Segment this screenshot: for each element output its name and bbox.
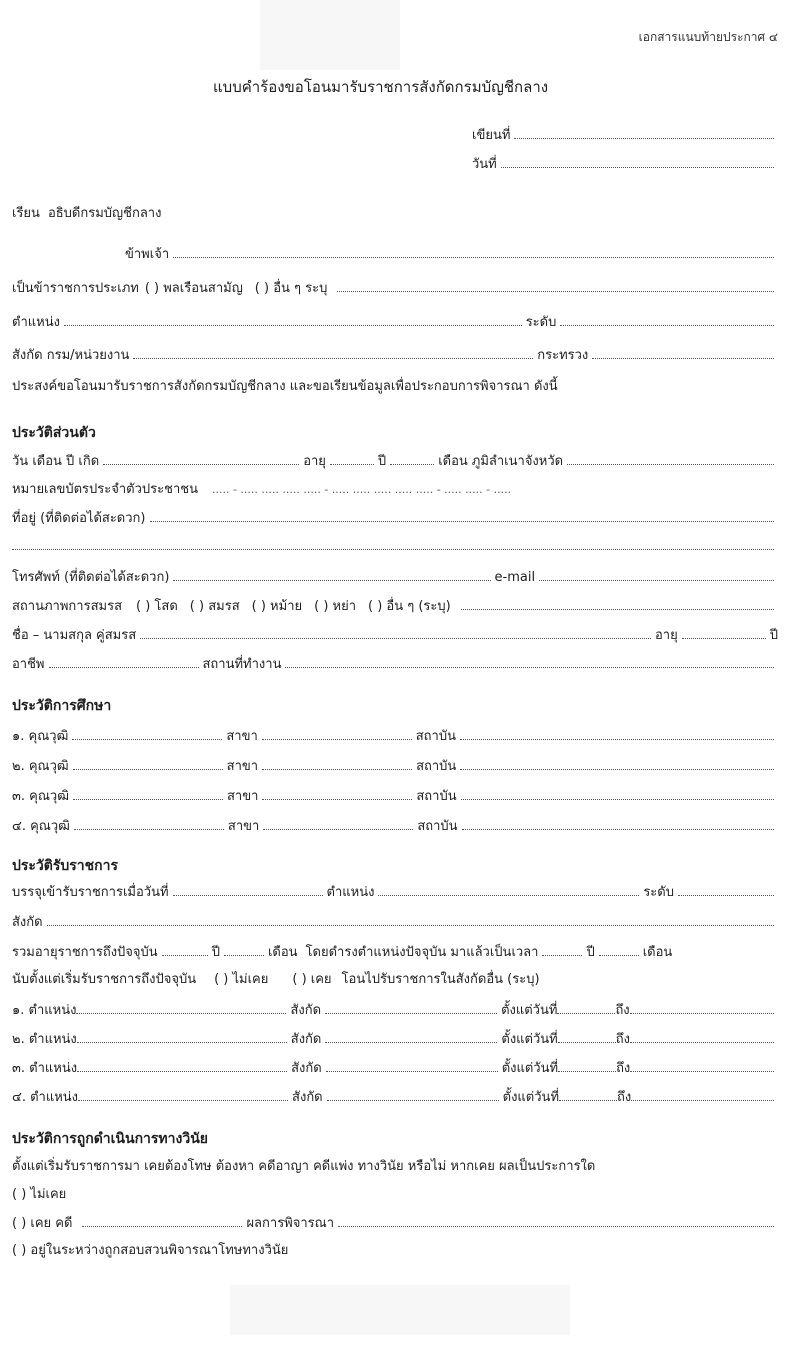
history-affiliation-field[interactable]	[326, 1059, 498, 1072]
age-month-field[interactable]	[390, 452, 434, 465]
discipline-question: ตั้งแต่เริ่มรับราชการมา เคยต้องโทษ ต้องหา คดีอาญา คดีแพ่ง ทางวินัย หรือไม่ หากเคย ผลเป็นประการใด	[12, 1159, 596, 1174]
spouse-age-field[interactable]	[682, 626, 766, 639]
transfer-history-row	[12, 1001, 778, 1020]
history-affiliation-field[interactable]	[325, 1030, 497, 1043]
total-month-field[interactable]	[224, 943, 264, 956]
watermark	[230, 1285, 570, 1335]
history-position-field[interactable]	[77, 1030, 287, 1043]
history-from-field[interactable]	[559, 1088, 617, 1101]
name-row	[125, 245, 778, 264]
marital-label: สถานภาพการสมรส	[12, 599, 123, 614]
to-value: อธิบดีกรมบัญชีกลาง	[47, 206, 162, 221]
history-to-label: ถึง	[615, 1003, 630, 1018]
date-label: วันที่	[472, 157, 497, 172]
history-from-label: ตั้งแต่วันที่	[501, 1061, 559, 1076]
spouse-year-label: ปี	[769, 628, 778, 643]
workplace-label: สถานที่ทำงาน	[202, 657, 282, 672]
total-service-row	[12, 943, 778, 962]
transfer-desc: โอนไปรับราชการในสังกัดอื่น (ระบุ)	[341, 972, 540, 987]
dob-label: วัน เดือน ปี เกิด	[12, 454, 100, 469]
history-affiliation-label: สังกัด	[292, 1090, 323, 1105]
age-year-field[interactable]	[330, 452, 374, 465]
written-at-field[interactable]	[514, 126, 774, 139]
current-month-field[interactable]	[599, 943, 639, 956]
page-title: แบบคำร้องขอโอนมารับราชการสังกัดกรมบัญชีกลาง	[213, 78, 549, 96]
affiliation-label: สังกัด	[12, 915, 43, 930]
institute-field[interactable]	[460, 727, 774, 740]
major-label: สาขา	[226, 759, 259, 774]
address-field[interactable]	[150, 509, 775, 522]
discipline-heading: ประวัติการถูกดำเนินการทางวินัย	[12, 1131, 208, 1147]
current-label: โดยดำรงตำแหน่งปัจจุบัน มาแล้วเป็นเวลา	[305, 945, 539, 960]
history-affiliation-field[interactable]	[325, 1001, 497, 1014]
date-field[interactable]	[501, 155, 774, 168]
civil-type-row	[12, 279, 778, 298]
history-position-field[interactable]	[78, 1088, 288, 1101]
level-label: ระดับ	[525, 315, 557, 330]
result-label: ผลการพิจารณา	[246, 1216, 335, 1231]
major-field[interactable]	[262, 757, 412, 770]
institute-field[interactable]	[462, 817, 774, 830]
position-field[interactable]	[64, 313, 522, 326]
date-row	[472, 155, 778, 174]
department-label: สังกัด กรม/หน่วยงาน	[12, 348, 130, 363]
history-to-field[interactable]	[630, 1030, 774, 1043]
discipline-pending-row	[12, 1242, 778, 1260]
month-label: เดือน	[438, 454, 468, 469]
history-from-field[interactable]	[558, 1030, 616, 1043]
history-to-label: ถึง	[615, 1032, 630, 1047]
id-field[interactable]: ..... - ..... ..... ..... ..... - ..... ..... ..... ..... ..... - ..... ..... - .....	[211, 483, 512, 496]
ministry-field[interactable]	[592, 346, 774, 359]
degree-label: ๒. คุณวุฒิ	[12, 759, 69, 774]
transfer-history-row	[12, 1030, 778, 1049]
written-at-row	[472, 126, 778, 145]
current-year-label: ปี	[586, 945, 595, 960]
service-level-label: ระดับ	[643, 885, 674, 900]
history-to-label: ถึง	[616, 1061, 631, 1076]
total-year-label: ปี	[211, 945, 220, 960]
discipline-never-row	[12, 1186, 778, 1204]
name-field[interactable]	[173, 245, 774, 258]
marital-option-other[interactable]: ( ) อื่น ๆ (ระบุ)	[368, 599, 451, 614]
service-heading: ประวัติรับราชการ	[12, 858, 119, 874]
type-label: เป็นข้าราชการประเภท	[12, 281, 139, 296]
address-label: ที่อยู่ (ที่ติดต่อได้สะดวก)	[12, 511, 146, 526]
marital-option-divorced[interactable]: ( ) หย่า	[314, 599, 357, 614]
ministry-label: กระทรวง	[537, 348, 589, 363]
service-position-label: ตำแหน่ง	[326, 885, 375, 900]
history-position-field[interactable]	[77, 1059, 287, 1072]
education-row	[12, 757, 778, 776]
history-position-label: ๓. ตำแหน่ง	[12, 1061, 78, 1076]
occupation-field[interactable]	[49, 655, 199, 668]
hometown-field[interactable]	[567, 452, 774, 465]
institute-label: สถาบัน	[416, 789, 457, 804]
phone-row	[12, 568, 778, 587]
age-label: อายุ	[303, 454, 326, 469]
major-label: สาขา	[226, 789, 259, 804]
position-label: ตำแหน่ง	[12, 315, 60, 330]
major-field[interactable]	[263, 817, 413, 830]
discipline-question-row	[12, 1158, 778, 1176]
document-reference: เอกสารแนบท้ายประกาศ ๔	[638, 30, 778, 44]
institute-field[interactable]	[460, 757, 774, 770]
phone-field[interactable]	[173, 568, 490, 581]
discipline-ever-option[interactable]: ( ) เคย คดี	[12, 1216, 73, 1231]
appointed-row	[12, 883, 778, 902]
department-field[interactable]	[133, 346, 533, 359]
history-from-field[interactable]	[557, 1001, 615, 1014]
transfer-never-option[interactable]: ( ) ไม่เคย	[214, 972, 269, 987]
workplace-field[interactable]	[285, 655, 774, 668]
marital-option-widowed[interactable]: ( ) หม้าย	[251, 599, 303, 614]
transfer-row	[12, 971, 778, 989]
address-row	[12, 509, 778, 528]
watermark	[260, 0, 400, 70]
total-label: รวมอายุราชการถึงปัจจุบัน	[12, 945, 158, 960]
marital-row	[12, 597, 778, 616]
id-row	[12, 481, 778, 499]
transfer-label: นับตั้งแต่เริ่มรับราชการถึงปัจจุบัน	[12, 972, 197, 987]
history-position-label: ๑. ตำแหน่ง	[12, 1003, 77, 1018]
transfer-ever-option[interactable]: ( ) เคย	[292, 972, 332, 987]
id-label: หมายเลขบัตรประจำตัวประชาชน	[12, 482, 198, 497]
current-month-label: เดือน	[642, 945, 673, 960]
total-month-label: เดือน	[267, 945, 298, 960]
case-field[interactable]	[82, 1214, 242, 1227]
major-label: สาขา	[227, 819, 260, 834]
institute-label: สถาบัน	[415, 729, 456, 744]
total-year-field[interactable]	[162, 943, 208, 956]
history-from-label: ตั้งแต่วันที่	[501, 1032, 558, 1047]
email-field[interactable]	[539, 568, 774, 581]
salutation-row	[12, 205, 778, 223]
affiliation-field[interactable]	[47, 913, 774, 926]
education-row	[12, 817, 778, 836]
appointed-date-field[interactable]	[173, 883, 323, 896]
education-row	[12, 787, 778, 806]
occupation-label: อาชีพ	[12, 657, 45, 672]
major-field[interactable]	[262, 727, 412, 740]
i-label: ข้าพเจ้า	[125, 247, 170, 262]
spouse-name-field[interactable]	[140, 626, 651, 639]
service-position-field[interactable]	[378, 883, 639, 896]
marital-other-field[interactable]	[461, 597, 774, 610]
transfer-history-row	[12, 1088, 778, 1107]
history-affiliation-label: สังกัด	[291, 1061, 322, 1076]
history-affiliation-field[interactable]	[327, 1088, 499, 1101]
spouse-age-label: อายุ	[655, 628, 678, 643]
history-position-label: ๒. ตำแหน่ง	[12, 1032, 77, 1047]
dob-field[interactable]	[103, 452, 299, 465]
spouse-label: ชื่อ – นามสกุล คู่สมรส	[12, 628, 137, 643]
history-to-label: ถึง	[617, 1090, 632, 1105]
history-affiliation-label: สังกัด	[290, 1032, 322, 1047]
degree-label: ๔. คุณวุฒิ	[12, 819, 70, 834]
marital-option-married[interactable]: ( ) สมรส	[189, 599, 240, 614]
year-label: ปี	[377, 454, 387, 469]
degree-field[interactable]	[74, 817, 224, 830]
hometown-label: ภูมิลำเนาจังหวัด	[471, 454, 564, 469]
address-field-2[interactable]	[12, 537, 774, 550]
history-from-field[interactable]	[558, 1059, 616, 1072]
dob-row	[12, 452, 778, 471]
transfer-history-row	[12, 1059, 778, 1078]
history-from-label: ตั้งแต่วันที่	[501, 1003, 558, 1018]
history-to-field[interactable]	[630, 1001, 774, 1014]
education-heading: ประวัติการศึกษา	[12, 698, 112, 714]
to-label: เรียน	[12, 206, 40, 221]
spouse-row	[12, 626, 778, 645]
discipline-pending-option[interactable]: ( ) อยู่ในระหว่างถูกสอบสวนพิจารณาโทษทางวินัย	[12, 1243, 289, 1258]
result-field[interactable]	[338, 1214, 774, 1227]
institute-label: สถาบัน	[417, 819, 458, 834]
department-row	[12, 346, 778, 365]
history-to-field[interactable]	[631, 1088, 774, 1101]
personal-heading: ประวัติส่วนตัว	[12, 425, 96, 441]
service-level-field[interactable]	[678, 883, 774, 896]
purpose-row	[12, 378, 778, 396]
institute-field[interactable]	[461, 787, 774, 800]
history-position-field[interactable]	[76, 1001, 286, 1014]
current-year-field[interactable]	[542, 943, 582, 956]
history-position-label: ๔. ตำแหน่ง	[12, 1090, 79, 1105]
major-label: สาขา	[226, 729, 258, 744]
history-to-field[interactable]	[630, 1059, 774, 1072]
degree-label: ๑. คุณวุฒิ	[12, 729, 69, 744]
phone-label: โทรศัพท์ (ที่ติดต่อได้สะดวก)	[12, 570, 170, 585]
history-from-label: ตั้งแต่วันที่	[502, 1090, 560, 1105]
discipline-never-option[interactable]: ( ) ไม่เคย	[12, 1187, 67, 1202]
institute-label: สถาบัน	[416, 759, 457, 774]
appointed-label: บรรจุเข้ารับราชการเมื่อวันที่	[12, 885, 169, 900]
degree-field[interactable]	[72, 727, 222, 740]
written-at-label: เขียนที่	[472, 128, 511, 143]
position-row	[12, 313, 778, 332]
marital-option-single[interactable]: ( ) โสด	[136, 599, 178, 614]
degree-label: ๓. คุณวุฒิ	[12, 789, 69, 804]
discipline-ever-row	[12, 1214, 778, 1233]
purpose-text: ประสงค์ขอโอนมารับราชการสังกัดกรมบัญชีกลาง และขอเรียนข้อมูลเพื่อประกอบการพิจารณา ดังนี้	[12, 379, 558, 394]
level-field[interactable]	[560, 313, 774, 326]
history-affiliation-label: สังกัด	[290, 1003, 322, 1018]
type-other-field[interactable]	[337, 279, 774, 292]
affiliation-row	[12, 913, 778, 932]
education-row	[12, 727, 778, 746]
email-label: e-mail	[494, 570, 536, 585]
major-field[interactable]	[262, 787, 412, 800]
address-row-2	[12, 537, 778, 550]
type-option-other[interactable]: ( ) อื่น ๆ ระบุ	[254, 281, 328, 296]
type-option-civil[interactable]: ( ) พลเรือนสามัญ	[144, 281, 243, 296]
degree-field[interactable]	[73, 757, 223, 770]
occupation-row	[12, 655, 778, 674]
degree-field[interactable]	[73, 787, 223, 800]
